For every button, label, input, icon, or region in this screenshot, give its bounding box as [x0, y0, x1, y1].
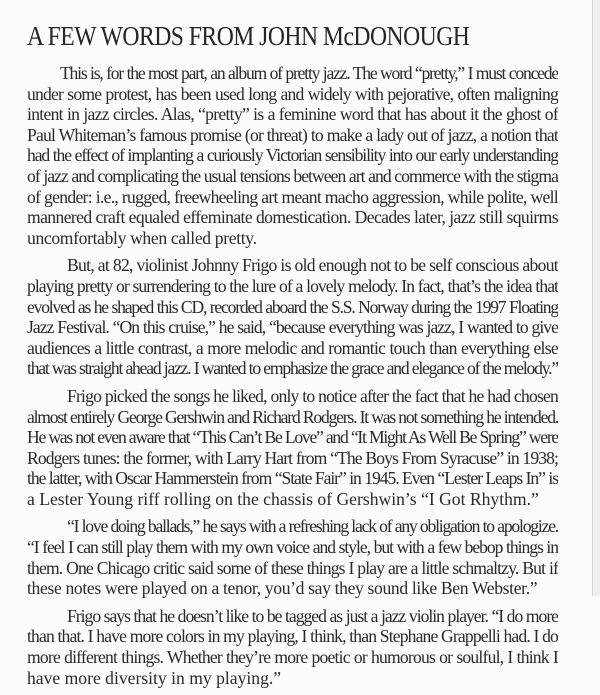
text-line: Jazz Festival. “On this cruise,” he said, “because everything was jazz, I wanted to give	[27, 317, 558, 338]
text-line: Rodgers tunes: the former, with Larry Hart from “The Boys From Syracuse” in 1938;	[27, 447, 558, 468]
page-edge-shadow	[593, 0, 600, 596]
text-line: mannered craft equaled effeminate domestication. Decades later, jazz still squirms	[27, 207, 558, 228]
text-line: But, at 82, violinist Johnny Frigo is old enough not to be self conscious about	[67, 255, 558, 276]
page-title: A FEW WORDS FROM JOHN McDONOUGH	[27, 20, 470, 51]
text-line: than that. I have more colors in my playing, I think, than Stephane Grappelli had. I do	[27, 626, 558, 647]
text-line: that was straight ahead jazz. I wanted to emphasize the grace and elegance of the melody.”	[27, 358, 558, 379]
text-line: He was not even aware that “This Can’t Be Love” and “It Might As Well Be Spring” were	[27, 427, 558, 448]
text-line: had the effect of implanting a curiously Victorian sensibility into our early understanding	[27, 145, 558, 166]
text-line: intent in jazz circles. Alas, “pretty” is a feminine word that has about it the ghost of	[27, 104, 558, 125]
text-line: these notes were played on a tenor, you’d say they sound like Ben Webster.”	[27, 578, 538, 599]
paragraph-1	[27, 63, 558, 248]
text-line: have more diversity in my playing.”	[27, 667, 282, 688]
text-line: Frigo says that he doesn’t like to be tagged as just a jazz violin player. “I do more	[67, 605, 558, 626]
text-line: of jazz and complicating the usual tensions between art and commerce with the stigma	[27, 165, 558, 186]
text-line: under some protest, has been used long and widely with pejorative, often maligning	[27, 83, 558, 104]
text-line: them. One Chicago critic said some of these things I play are a little schmaltzy. But if	[27, 557, 558, 578]
text-line: Paul Whiteman’s famous promise (or threat) to make a lady out of jazz, a notion that	[27, 124, 558, 145]
article-body	[27, 63, 558, 695]
text-line: a Lester Young riff rolling on the chassis of Gershwin’s “I Got Rhythm.”	[27, 488, 539, 509]
text-line: the latter, with Oscar Hammerstein from “State Fair” in 1945. Even “Lester Leaps In” is	[27, 468, 558, 489]
text-line: almost entirely George Gershwin and Richard Rodgers. It was not something he intended.	[27, 406, 558, 427]
paragraph-2	[27, 255, 558, 379]
text-line: Frigo picked the songs he liked, only to notice after the fact that he had chosen	[67, 385, 558, 406]
text-line: playing pretty or surrendering to the lure of a lovely melody. In fact, that’s the idea that	[27, 275, 558, 296]
paragraph-5	[27, 606, 558, 688]
text-line: “I love doing ballads,” he says with a refreshing lack of any obligation to apologize.	[67, 516, 558, 537]
paragraph-3	[27, 386, 558, 510]
text-line: of gender: i.e., rugged, freewheeling art meant macho aggression, while polite, well	[27, 186, 558, 207]
text-line: audiences a little contrast, a more melodic and romantic touch than everything else	[27, 337, 558, 358]
text-line: “I feel I can still play them with my own voice and style, but with a few bebop things in	[27, 537, 558, 558]
paragraph-4	[27, 516, 558, 598]
text-line: uncomfortably when called pretty.	[27, 227, 257, 248]
text-line: more different things. Whether they’re more poetic or humorous or soulful, I think I	[27, 647, 558, 668]
text-line: This is, for the most part, an album of pretty jazz. The word “pretty,” I must concede	[60, 63, 558, 83]
text-line: evolved as he shaped this CD, recorded aboard the S.S. Norway during the 1997 Floating	[27, 296, 558, 317]
